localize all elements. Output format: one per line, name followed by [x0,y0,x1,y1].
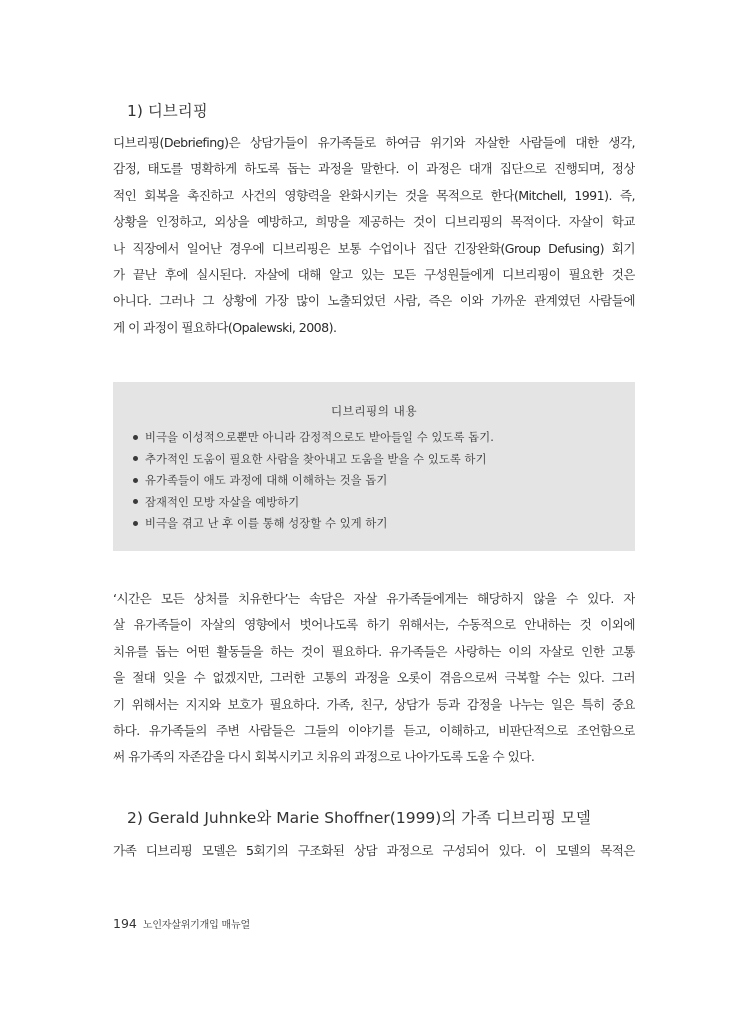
text-line: 가 끝난 후에 실시된다. 자살에 대해 알고 있는 모든 구성원들에게 디브리핑이 필요한 것은 [113,266,635,282]
box-title: 디브리핑의 내용 [330,404,418,418]
text-line: 나 직장에서 일어난 경우에 디브리핑은 보통 수업이나 집단 긴장완화(Group Defusing) 회기 [113,240,635,256]
bullet-icon [133,499,138,504]
text-line: 디브리핑(Debriefing)은 상담가들이 유가족들로 하여금 위기와 자살한 사람들에 대한 생각, [113,135,635,150]
text-line: 적인 회복을 촉진하고 사건의 영향력을 완화시키는 것을 목적으로 한다(Mitchell, 1991). 즉, [113,187,635,203]
bullet-icon [133,456,138,461]
text-line: 기 위해서는 지지와 보호가 필요하다. 가족, 친구, 상담가 등과 감정을 나누는 일은 특히 중요 [113,696,635,712]
box-bullet-list [133,427,494,535]
debriefing-paragraph [113,130,635,341]
page-number: 194 [113,916,137,931]
text-line: 감정, 태도를 명확하게 하도록 돕는 과정을 말한다. 이 과정은 대개 집단으로 진행되며, 정상 [113,161,635,177]
bullet-item [133,427,494,449]
text-line: 살 유가족들이 자살의 영향에서 벗어나도록 하기 위해서는, 수동적으로 안내하는 것 이외에 [113,617,635,633]
bullet-icon [133,435,138,440]
bullet-icon [133,521,138,526]
family-debriefing-paragraph [113,838,635,864]
bullet-text: 비극을 겪고 난 후 이를 통해 성장할 수 있게 하기 [145,517,388,531]
section-heading-family-debriefing-model: 2) Gerald Juhnke와 Marie Shoffner(1999)의 가족 디브리핑 모델 [127,809,591,827]
bullet-text: 비극을 이성적으로뿐만 아니라 감정적으로도 받아들일 수 있도록 돕기. [145,431,494,444]
book-title: 노인자살위기개입 매뉴얼 [142,920,250,931]
text-line: 치유를 돕는 어떤 활동들을 하는 것이 필요하다. 유가족들은 사랑하는 이의 자살로 인한 고통 [113,643,635,659]
text-line: 상황을 인정하고, 외상을 예방하고, 희망을 제공하는 것이 디브리핑의 목적이다. 자살이 학교 [113,214,635,230]
text-line: ‘시간은 모든 상처를 치유한다’는 속담은 자살 유가족들에게는 해당하지 않을 수 있다. 자 [113,591,635,606]
bullet-item [133,470,494,492]
text-line: 하다. 유가족들의 주변 사람들은 그들의 이야기를 듣고, 이해하고, 비판단적으로 조언함으로 [113,722,635,738]
bullet-text: 잠재적인 모방 자살을 예방하기 [145,495,300,509]
debriefing-content-box [113,382,635,551]
text-line: 가족 디브리핑 모델은 5회기의 구조화된 상담 과정으로 구성되어 있다. 이 모델의 목적은 [113,843,635,858]
bullet-text: 유가족들이 애도 과정에 대해 이해하는 것을 돕기 [145,474,388,488]
bullet-item [133,492,494,514]
text-line: 을 절대 잊을 수 없겠지만, 그러한 고통의 과정을 오롯이 겪음으로써 극복할 수는 있다. 그러 [113,670,635,686]
text-line: 써 유가족의 자존감을 다시 회복시키고 치유의 과정으로 나아가도록 도울 수 있다. [113,749,535,765]
bullet-item [133,513,494,535]
bullet-item [133,449,494,471]
bullet-text: 추가적인 도움이 필요한 사람을 찾아내고 도움을 받을 수 있도록 하기 [145,452,487,466]
bullet-icon [133,478,138,483]
page-footer [113,916,250,931]
text-line: 게 이 과정이 필요하다(Opalewski, 2008). [113,319,337,335]
bereavement-paragraph [113,586,635,771]
text-line: 아니다. 그러나 그 상황에 가장 많이 노출되었던 사람, 즉은 이와 가까운 관계였던 사람들에 [113,293,635,309]
section-heading-debriefing: 1) 디브리핑 [127,102,208,120]
